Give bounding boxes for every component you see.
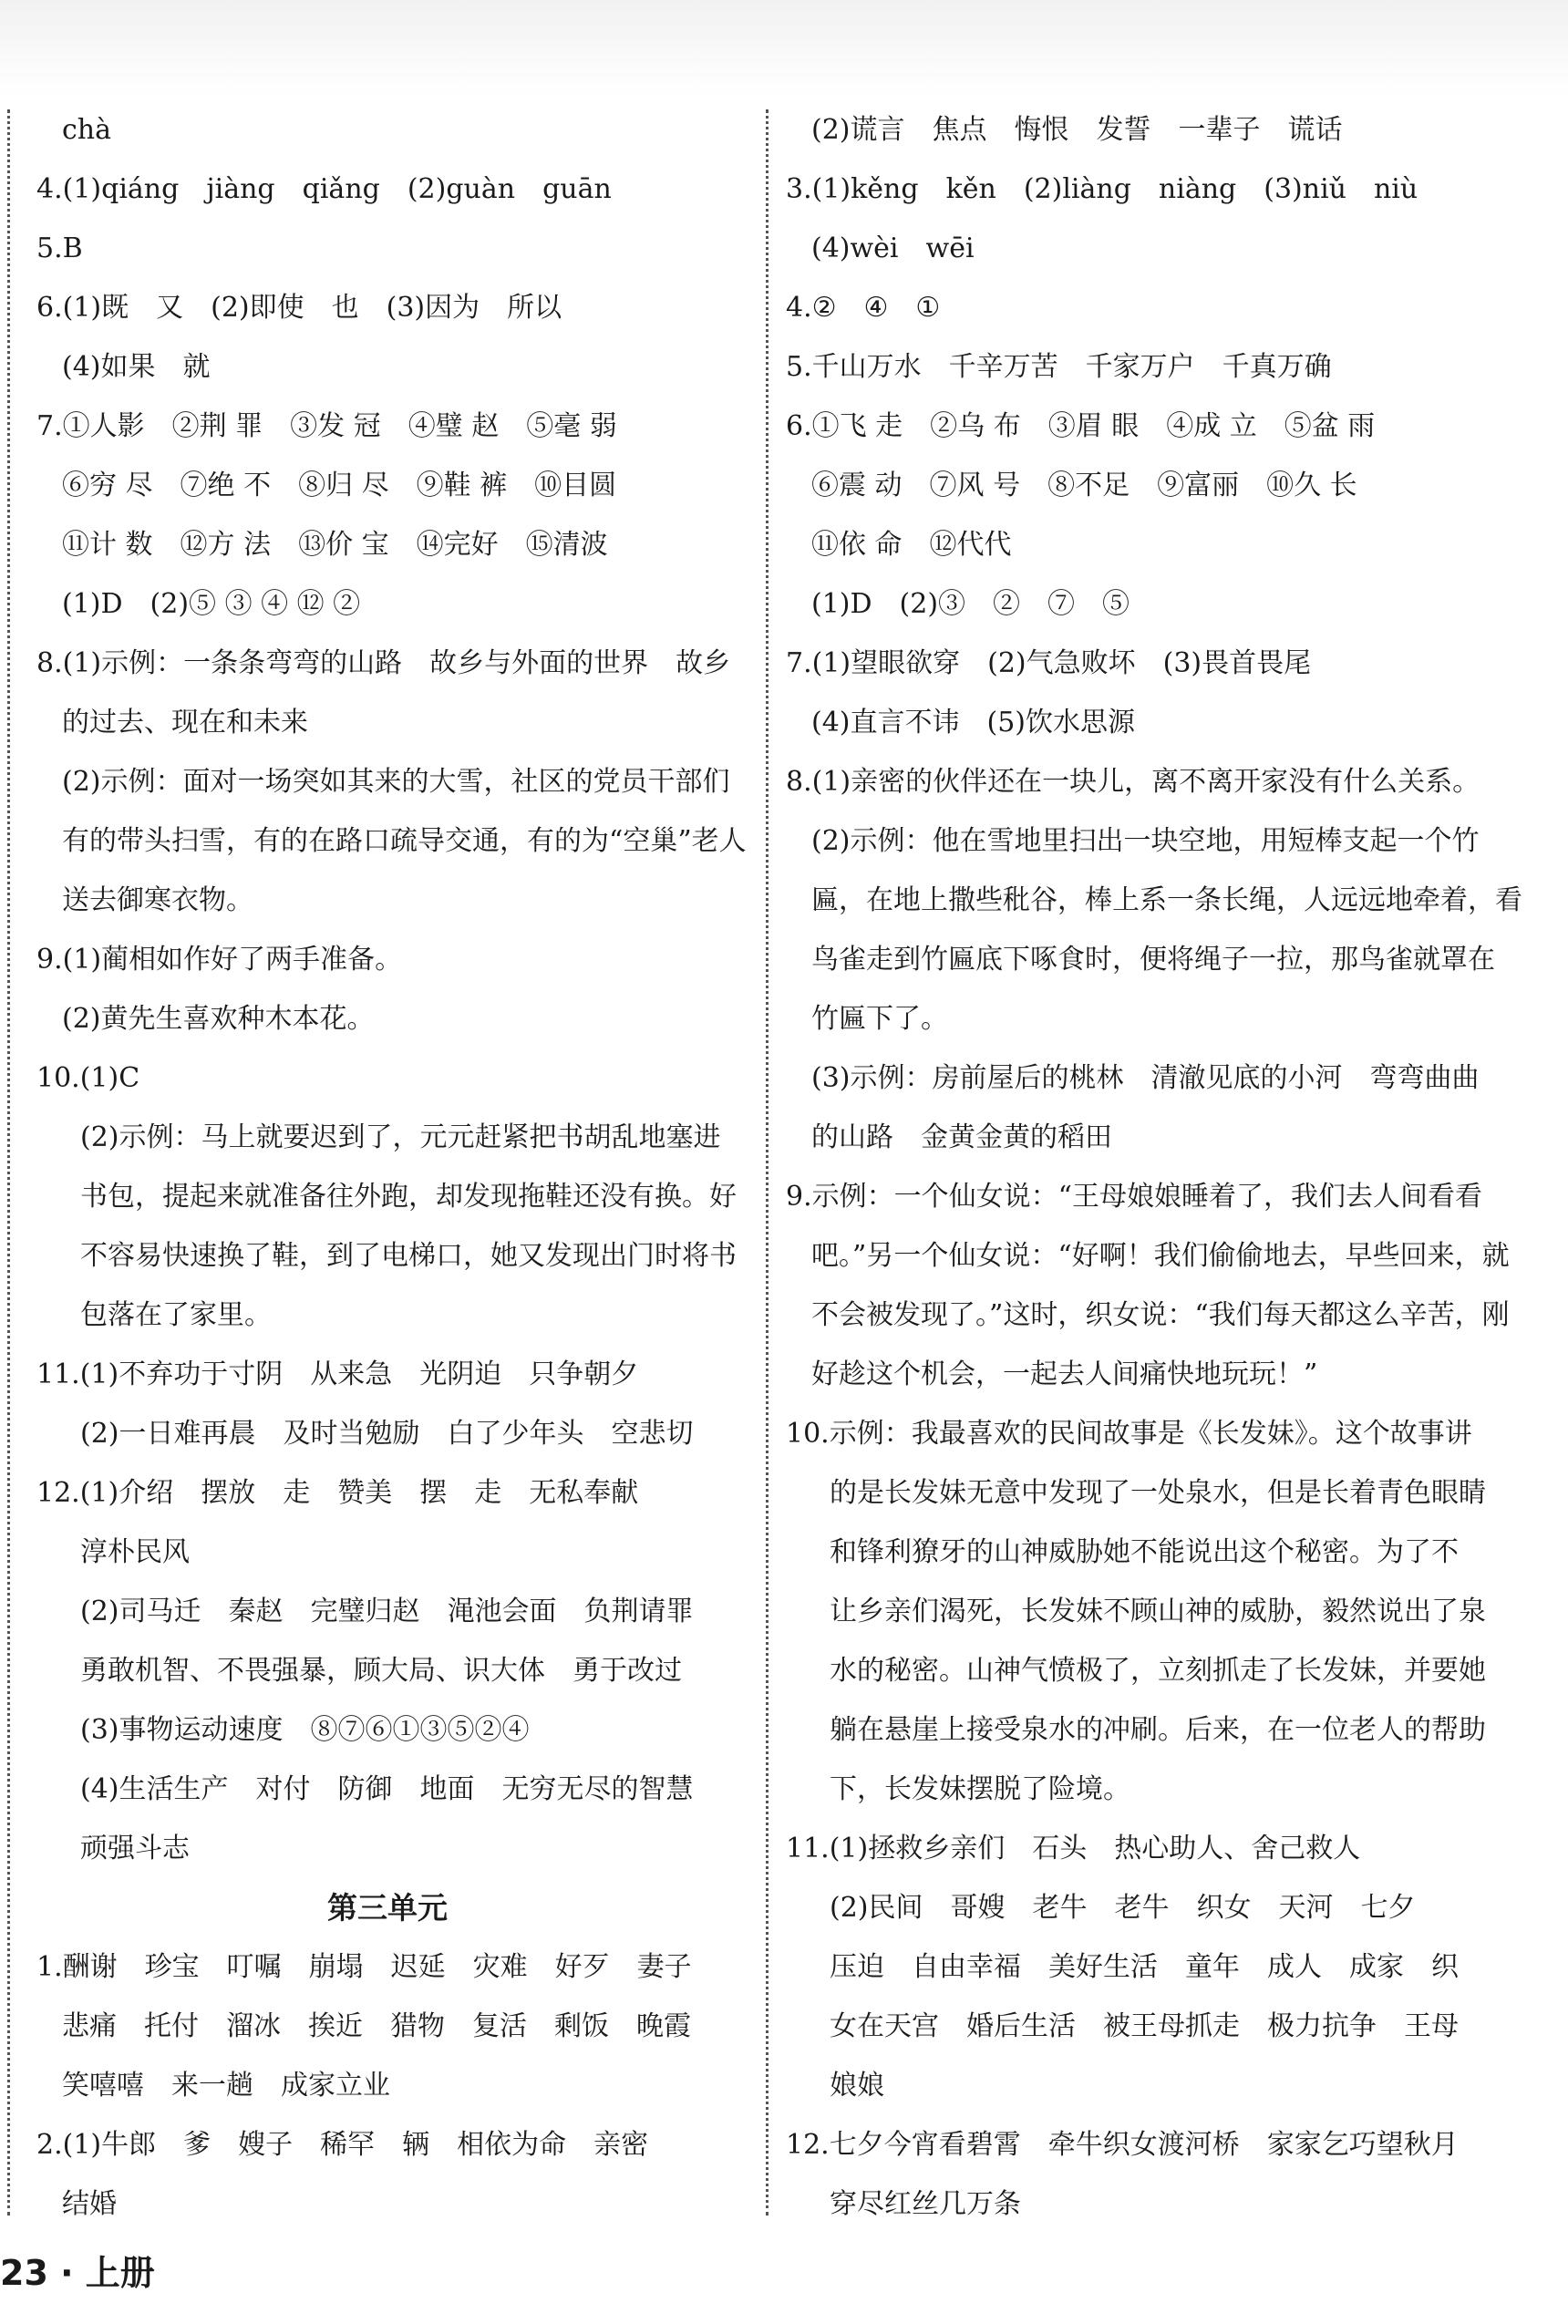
- answer-line: (2)谎言 焦点 悔恨 发誓 一辈子 谎话: [811, 114, 1343, 146]
- answer-line: 10.(1)C: [36, 1062, 140, 1094]
- answer-line: 好趁这个机会，一起去人间痛快地玩玩！”: [811, 1358, 1318, 1390]
- answer-line: 3.(1)kěng kěn (2)liàng niàng (3)niǔ niù: [786, 173, 1418, 205]
- answer-line: 的山路 金黄金黄的稻田: [811, 1121, 1112, 1153]
- left-dotted-rule: [7, 109, 10, 2216]
- answer-line: 躺在悬崖上接受泉水的冲刷。后来，在一位老人的帮助: [830, 1714, 1486, 1746]
- left-column: [36, 100, 747, 2234]
- answer-line: (2)民间 哥嫂 老牛 老牛 织女 天河 七夕: [830, 1892, 1416, 1924]
- page-footer: 23 · 上册: [0, 2253, 155, 2293]
- answer-line: 7.(1)望眼欲穿 (2)气急败坏 (3)畏首畏尾: [786, 647, 1312, 679]
- answer-line: 有的带头扫雪，有的在路口疏导交通，有的为“空巢”老人: [62, 825, 747, 857]
- answer-line: 6.(1)既 又 (2)即使 也 (3)因为 所以: [36, 292, 562, 324]
- answer-line: (4)如果 就: [62, 351, 211, 383]
- answer-line: 包落在了家里。: [80, 1299, 272, 1331]
- answer-line: 让乡亲们渴死，长发妹不顾山神的威胁，毅然说出了泉: [830, 1596, 1486, 1627]
- answer-line: (2)司马迁 秦赵 完璧归赵 渑池会面 负荆请罪: [80, 1596, 694, 1627]
- answer-line: 5.B: [36, 232, 83, 264]
- answer-line: 6.①飞 走 ②乌 布 ③眉 眼 ④成 立 ⑤盆 雨: [786, 410, 1376, 442]
- answer-line: (1)D (2)⑤ ③ ④ ⑫ ②: [62, 588, 361, 620]
- answer-line: 的是长发妹无意中发现了一处泉水，但是长着青色眼睛: [830, 1477, 1486, 1509]
- column-divider: [766, 109, 769, 2216]
- answer-line: 鸟雀走到竹匾底下啄食时，便将绳子一拉，那鸟雀就罩在: [811, 944, 1495, 976]
- answer-line: 笑嘻嘻 来一趟 成家立业: [62, 2070, 390, 2102]
- scan-top-shadow: [0, 0, 1568, 96]
- answer-line: (4)wèi wēi: [811, 232, 975, 264]
- answer-line: ⑥震 动 ⑦风 号 ⑧不足 ⑨富丽 ⑩久 长: [811, 470, 1357, 501]
- answer-line: 不容易快速换了鞋，到了电梯口，她又发现出门时将书: [80, 1240, 737, 1272]
- answer-line: ⑪依 命 ⑫代代: [811, 529, 1012, 561]
- answer-line: (4)直言不讳 (5)饮水思源: [811, 707, 1135, 739]
- answer-line: 下，长发妹摆脱了险境。: [830, 1773, 1130, 1805]
- answer-line: 12.(1)介绍 摆放 走 赞美 摆 走 无私奉献: [36, 1477, 639, 1509]
- answer-line: 顽强斗志: [80, 1833, 190, 1864]
- answer-line: 和锋利獠牙的山神威胁她不能说出这个秘密。为了不: [830, 1536, 1459, 1568]
- answer-line: 12.七夕今宵看碧霄 牵牛织女渡河桥 家家乞巧望秋月: [786, 2129, 1459, 2161]
- answer-line: (3)事物运动速度 ⑧⑦⑥①③⑤②④: [80, 1714, 530, 1746]
- answer-line: 不会被发现了。”这时，织女说：“我们每天都这么辛苦，刚: [811, 1299, 1510, 1331]
- answer-line: 8.(1)亲密的伙伴还在一块儿，离不离开家没有什么关系。: [786, 766, 1480, 798]
- answer-line: 11.(1)拯救乡亲们 石头 热心助人、舍己救人: [786, 1833, 1361, 1864]
- answer-line: 吧。”另一个仙女说：“好啊！我们偷偷地去，早些回来，就: [811, 1240, 1510, 1272]
- right-column: [786, 100, 1522, 2234]
- section-title: 第三单元: [327, 1890, 448, 1926]
- answer-line: 1.酬谢 珍宝 叮嘱 崩塌 迟延 灾难 好歹 妻子: [36, 1951, 692, 1983]
- answer-line: 4.(1)qiáng jiàng qiǎng (2)guàn guān: [36, 173, 612, 205]
- answer-line: (2)示例：马上就要迟到了，元元赶紧把书胡乱地塞进: [80, 1121, 721, 1153]
- answer-line: 4.② ④ ①: [786, 292, 941, 324]
- answer-line: (1)D (2)③ ② ⑦ ⑤: [811, 588, 1130, 620]
- answer-line: 竹匾下了。: [811, 1003, 948, 1035]
- answer-line: 勇敢机智、不畏强暴，顾大局、识大体 勇于改过: [80, 1655, 682, 1687]
- answer-line: 书包，提起来就准备往外跑，却发现拖鞋还没有换。好: [80, 1181, 737, 1213]
- answer-line: (2)一日难再晨 及时当勉励 白了少年头 空悲切: [80, 1418, 694, 1450]
- answer-line: 送去御寒衣物。: [62, 884, 253, 916]
- answer-line: 压迫 自由幸福 美好生活 童年 成人 成家 织: [830, 1951, 1459, 1983]
- answer-line: (2)黄先生喜欢种木本花。: [62, 1003, 375, 1035]
- answer-line: 7.①人影 ②荆 罪 ③发 冠 ④璧 赵 ⑤毫 弱: [36, 410, 617, 442]
- answer-line: ⑥穷 尽 ⑦绝 不 ⑧归 尽 ⑨鞋 裤 ⑩目圆: [62, 470, 617, 501]
- answer-line: (4)生活生产 对付 防御 地面 无穷无尽的智慧: [80, 1773, 694, 1805]
- answer-line: 结婚: [62, 2188, 117, 2220]
- answer-line: 女在天宫 婚后生活 被王母抓走 极力抗争 王母: [830, 2010, 1459, 2042]
- answer-line: 的过去、现在和未来: [62, 707, 308, 739]
- answer-line: 淳朴民风: [80, 1536, 190, 1568]
- answer-line: 娘娘: [830, 2070, 884, 2102]
- answer-line: 9.示例：一个仙女说：“王母娘娘睡着了，我们去人间看看: [786, 1181, 1482, 1213]
- answer-line: (2)示例：面对一场突如其来的大雪，社区的党员干部们: [62, 766, 730, 798]
- answer-line: (3)示例：房前屋后的桃林 清澈见底的小河 弯弯曲曲: [811, 1062, 1480, 1094]
- answer-line: ⑪计 数 ⑫方 法 ⑬价 宝 ⑭完好 ⑮清波: [62, 529, 608, 561]
- answer-line: 穿尽红丝几万条: [830, 2188, 1021, 2220]
- answer-line: 8.(1)示例：一条条弯弯的山路 故乡与外面的世界 故乡: [36, 647, 731, 679]
- answer-line: 2.(1)牛郎 爹 嫂子 稀罕 辆 相依为命 亲密: [36, 2129, 649, 2161]
- answer-line: 11.(1)不弃功于寸阴 从来急 光阴迫 只争朝夕: [36, 1358, 639, 1390]
- answer-line: 9.(1)蔺相如作好了两手准备。: [36, 944, 403, 976]
- answer-line: 悲痛 托付 溜冰 挨近 猎物 复活 剩饭 晚霞: [62, 2010, 691, 2042]
- answer-line: (2)示例：他在雪地里扫出一块空地，用短棒支起一个竹: [811, 825, 1480, 857]
- answer-line: 匾，在地上撒些秕谷，棒上系一条长绳，人远远地牵着，看: [811, 884, 1522, 916]
- answer-line: 水的秘密。山神气愤极了，立刻抓走了长发妹，并要她: [830, 1655, 1486, 1687]
- answer-line: 10.示例：我最喜欢的民间故事是《长发妹》。这个故事讲: [786, 1418, 1472, 1450]
- answer-line: chà: [62, 114, 112, 146]
- answer-line: 5.千山万水 千辛万苦 千家万户 千真万确: [786, 351, 1332, 383]
